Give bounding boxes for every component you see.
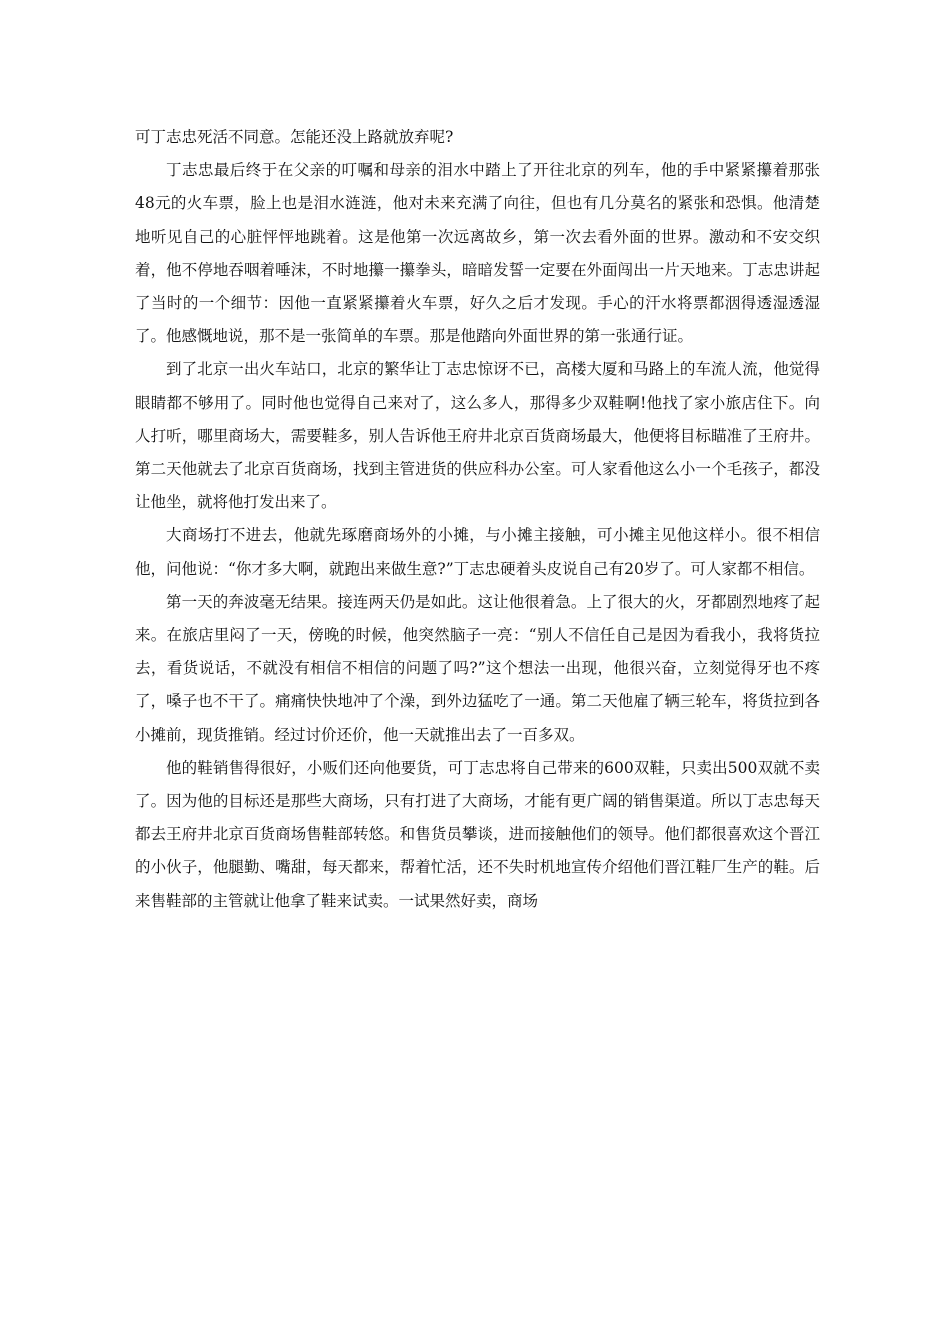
paragraph-continuation: 可丁志忠死活不同意。怎能还没上路就放弃呢? (135, 128, 454, 146)
paragraph: 大商场打不进去，他就先琢磨商场外的小摊，与小摊主接触，可小摊主见他这样小。很不相信他，问他说：“你才多大啊，就跑出来做生意?”丁志忠硬着头皮说自己有20岁了。可人家都不相信。 (135, 526, 820, 578)
paragraph: 到了北京一出火车站口，北京的繁华让丁志忠惊讶不已，高楼大厦和马路上的车流人流，他觉得眼睛都不够用了。同时他也觉得自己来对了，这么多人，那得多少双鞋啊!他找了家小旅店住下。向人打听，哪里商场大，需要鞋多，别人告诉他王府井北京百货商场最大，他便将目标瞄准了王府井。第二天他就去了北京百货商场，找到主管进货的供应科办公室。可人家看他这么小一个毛孩子，都没让他坐，就将他打发出来了。 (135, 360, 820, 512)
document-body (135, 121, 820, 918)
paragraph: 他的鞋销售得很好，小贩们还向他要货，可丁志忠将自己带来的600双鞋，只卖出500双就不卖了。因为他的目标还是那些大商场，只有打进了大商场，才能有更广阔的销售渠道。所以丁志忠每天都去王府井北京百货商场售鞋部转悠。和售货员攀谈，进而接触他们的领导。他们都很喜欢这个晋江的小伙子，他腿勤、嘴甜，每天都来，帮着忙活，还不失时机地宣传介绍他们晋江鞋厂生产的鞋。后来售鞋部的主管就让他拿了鞋来试卖。一试果然好卖，商场 (135, 758, 820, 910)
paragraph: 第一天的奔波毫无结果。接连两天仍是如此。这让他很着急。上了很大的火，牙都剧烈地疼了起来。在旅店里闷了一天，傍晚的时候，他突然脑子一亮：“别人不信任自己是因为看我小，我将货拉去，看货说话，不就没有相信不相信的问题了吗?”这个想法一出现，他很兴奋，立刻觉得牙也不疼了，嗓子也不干了。痛痛快快地冲了个澡，到外边猛吃了一通。第二天他雇了辆三轮车，将货拉到各小摊前，现货推销。经过讨价还价，他一天就推出去了一百多双。 (135, 592, 820, 744)
paragraph: 丁志忠最后终于在父亲的叮嘱和母亲的泪水中踏上了开往北京的列车，他的手中紧紧攥着那张48元的火车票，脸上也是泪水涟涟，他对未来充满了向往，但也有几分莫名的紧张和恐惧。他清楚地听见自己的心脏怦怦地跳着。这是他第一次远离故乡，第一次去看外面的世界。激动和不安交织着，他不停地吞咽着唾沫，不时地攥一攥拳头，暗暗发誓一定要在外面闯出一片天地来。丁志忠讲起了当时的一个细节：因他一直紧紧攥着火车票，好久之后才发现。手心的汗水将票都洇得透湿透湿了。他感慨地说，那不是一张简单的车票。那是他踏向外面世界的第一张通行证。 (135, 161, 820, 346)
